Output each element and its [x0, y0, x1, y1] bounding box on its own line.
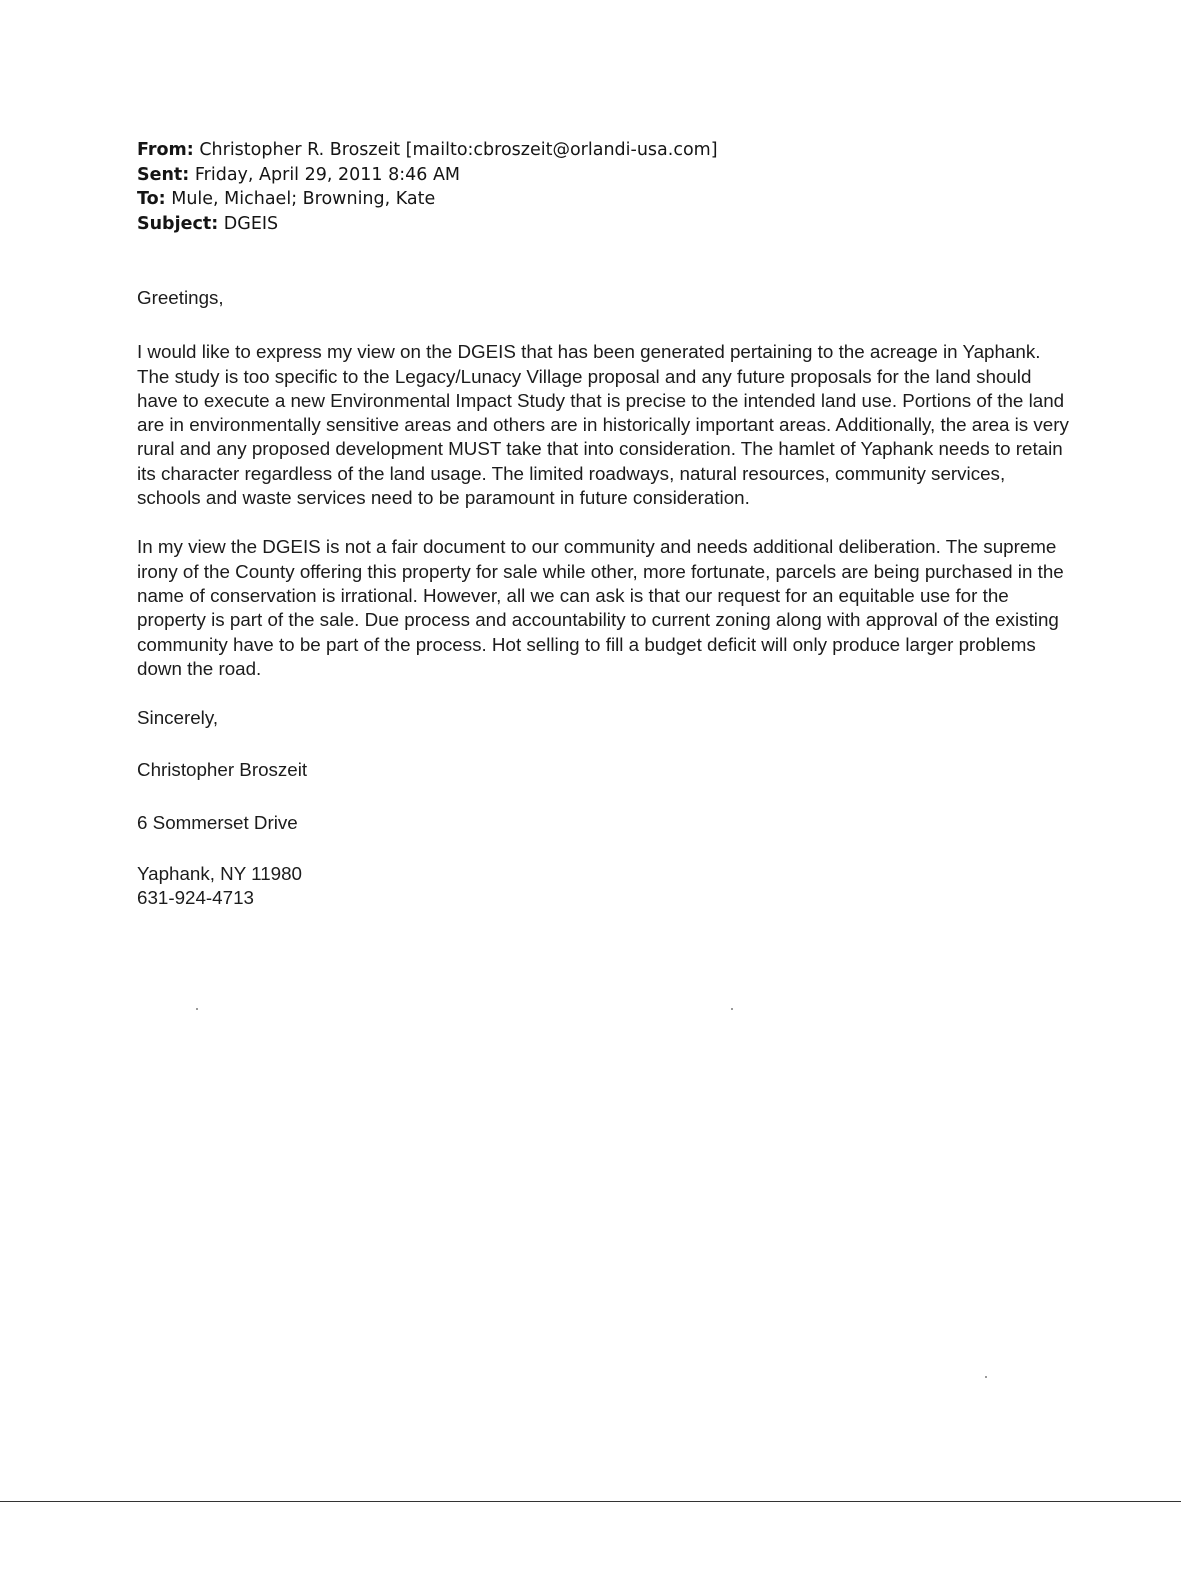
closing: Sincerely, [137, 707, 219, 729]
greeting: Greetings, [137, 287, 224, 308]
email-header [137, 138, 1097, 236]
sent-label: Sent: [137, 164, 190, 185]
from-label: From: [137, 140, 194, 160]
to-row [137, 187, 1097, 212]
to-label: To: [137, 189, 166, 209]
from-value: Christopher R. Broszeit [mailto:cbroszeit@orlandi-usa.com] [199, 140, 718, 160]
letter-body [137, 286, 1072, 911]
scan-speck [985, 1376, 987, 1378]
paragraph-1: I would like to express my view on the DGEIS that has been generated pertaining to the acreage in Yaphank. The study is too specific to the Legacy/Lunacy Village proposal and any future proposals for the land should have to execute a new Environmental Impact Study that is precise to the intended land use. Portions of the land are in environmentally sensitive areas and others are in historically important areas. Additionally, the area is very rural and any proposed development MUST take that into consideration. The hamlet of Yaphank needs to retain its character regardless of the land usage. The limited roadways, natural resources, community services, schools and waste services need to be paramount in future consideration. [137, 341, 1069, 509]
scan-speck [731, 1008, 733, 1010]
signature-name: Christopher Broszeit [137, 759, 308, 781]
sent-value: Friday, April 29, 2011 8:46 AM [194, 164, 461, 185]
phone-number: 631-924-4713 [137, 887, 254, 909]
scan-speck [196, 1008, 198, 1010]
address-street: 6 Sommerset Drive [137, 811, 298, 833]
sent-row [137, 163, 1097, 188]
paragraph-2: In my view the DGEIS is not a fair document to our community and needs additional deliberation. The supreme irony of the County offering this property for sale while other, more fortunate, parcels are being purchased in the name of conservation is irrational. However, all we can ask is that our request for an equitable use for the property is part of the sale. Due process and accountability to current zoning along with approval of the existing community have to be part of the process. Hot selling to fill a budget deficit will only produce larger problems down the road. [137, 536, 1064, 679]
subject-row [137, 212, 1097, 237]
page-bottom-rule [0, 1501, 1181, 1502]
to-value: Mule, Michael; Browning, Kate [171, 189, 436, 209]
from-row [137, 138, 1097, 163]
subject-value: DGEIS [223, 213, 279, 234]
address-city: Yaphank, NY 11980 [137, 863, 302, 885]
address-block [137, 862, 1072, 911]
subject-label: Subject: [137, 213, 219, 234]
